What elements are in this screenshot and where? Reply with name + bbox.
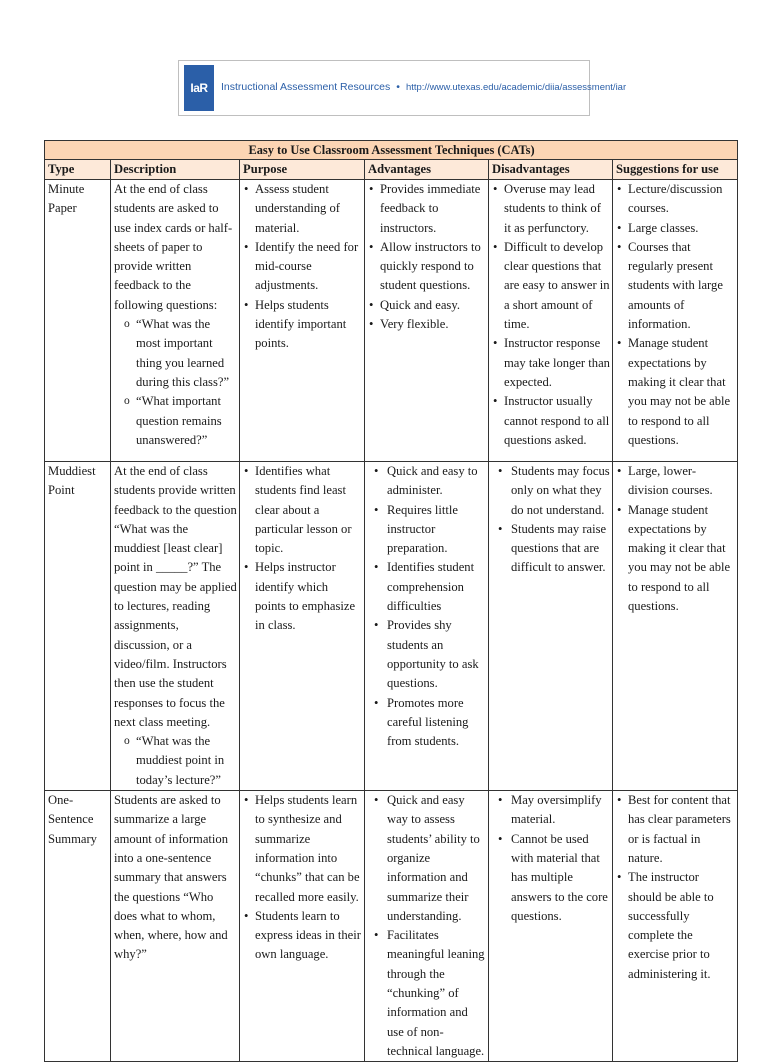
list-item: • Manage student expectations by making it clear that you may not be able to respond to all questions. (628, 334, 735, 450)
header-purpose: Purpose (240, 160, 365, 180)
row-description (111, 791, 240, 1062)
row-type: Muddiest Point (45, 462, 111, 791)
description-text: At the end of class students provide written feedback to the question “What was the muddiest [least clear] point in _____?” The question may be applied to lectures, reading assignments, discussion, or a video/film. Instructors then use the student responses to focus the next class meeting. (114, 464, 237, 729)
row-suggestions (613, 791, 738, 1062)
list-item: o “What was the most important thing you learned during this class?” (128, 315, 237, 392)
table-row (45, 180, 738, 462)
row-advantages (365, 180, 489, 462)
list-item: • Large, lower-division courses. (628, 462, 735, 501)
banner-url[interactable]: http://www.utexas.edu/academic/diia/assessment/iar (405, 82, 627, 93)
description-subitems (114, 732, 237, 790)
list-item: • Quick and easy. (380, 296, 486, 315)
row-purpose (240, 180, 365, 462)
row-disadvantages (489, 462, 613, 791)
list-item: • Identifies what students find least clear about a particular lesson or topic. (255, 462, 362, 558)
header-advantages: Advantages (365, 160, 489, 180)
list-item: • Helps students learn to synthesize and summarize information into “chunks” that can be recalled more easily. (255, 791, 362, 907)
table-row (45, 462, 738, 791)
row-advantages (365, 791, 489, 1062)
banner-text (221, 81, 626, 93)
list-item: • Cannot be used with material that has multiple answers to the core questions. (504, 830, 610, 926)
list-item: • Helps students identify important points. (255, 296, 362, 354)
iar-logo: IaR (184, 65, 214, 111)
row-suggestions (613, 462, 738, 791)
list-item: • Students learn to express ideas in their own language. (255, 907, 362, 965)
list-item: • Instructor usually cannot respond to all questions asked. (504, 392, 610, 450)
row-suggestions (613, 180, 738, 462)
row-description (111, 180, 240, 462)
list-item: • Provides shy students an opportunity to ask questions. (380, 616, 486, 693)
header-banner (178, 60, 627, 116)
list-item: • Students may focus only on what they do not understand. (504, 462, 610, 520)
row-description (111, 462, 240, 791)
header-suggestions: Suggestions for use (613, 160, 738, 180)
row-disadvantages (489, 791, 613, 1062)
list-item: • Helps instructor identify which points to emphasize in class. (255, 558, 362, 635)
list-item: • Manage student expectations by making it clear that you may not be able to respond to all questions. (628, 501, 735, 617)
list-item: • Provides immediate feedback to instructors. (380, 180, 486, 238)
row-type: Minute Paper (45, 180, 111, 462)
list-item: • Assess student understanding of material. (255, 180, 362, 238)
banner-org-name: Instructional Assessment Resources (221, 81, 391, 93)
header-description: Description (111, 160, 240, 180)
list-item: • Instructor response may take longer than expected. (504, 334, 610, 392)
list-item: • Difficult to develop clear questions that are easy to answer in a short amount of time. (504, 238, 610, 334)
list-item: • Allow instructors to quickly respond to student questions. (380, 238, 486, 296)
list-item: o “What important question remains unanswered?” (128, 392, 237, 450)
list-item: • May oversimplify material. (504, 791, 610, 830)
list-item: • Students may raise questions that are difficult to answer. (504, 520, 610, 578)
list-item: • Very flexible. (380, 315, 486, 334)
list-item: • Large classes. (628, 219, 735, 238)
list-item: • Quick and easy way to assess students’ ability to organize information and summarize their understanding. (380, 791, 486, 926)
description-subitems (114, 315, 237, 450)
list-item: • Facilitates meaningful leaning through the “chunking” of information and use of non-technical language. (380, 926, 486, 1061)
row-disadvantages (489, 180, 613, 462)
row-advantages (365, 462, 489, 791)
list-item: • Best for content that has clear parameters or is factual in nature. (628, 791, 735, 868)
list-item: • The instructor should be able to successfully complete the exercise prior to administering it. (628, 868, 735, 984)
list-item: • Identifies student comprehension difficulties (380, 558, 486, 616)
list-item: • Quick and easy to administer. (380, 462, 486, 501)
list-item: o “What was the muddiest point in today’s lecture?” (128, 732, 237, 790)
list-item: • Identify the need for mid-course adjustments. (255, 238, 362, 296)
cats-table (44, 140, 738, 1062)
row-purpose (240, 791, 365, 1062)
list-item: • Promotes more careful listening from students. (380, 694, 486, 752)
row-purpose (240, 462, 365, 791)
header-disadvantages: Disadvantages (489, 160, 613, 180)
table-title: Easy to Use Classroom Assessment Techniques (CATs) (45, 141, 738, 160)
list-item: • Lecture/discussion courses. (628, 180, 735, 219)
header-type: Type (45, 160, 111, 180)
row-type: One-Sentence Summary (45, 791, 111, 1062)
list-item: • Overuse may lead students to think of it as perfunctory. (504, 180, 610, 238)
list-item: • Requires little instructor preparation. (380, 501, 486, 559)
description-text: Students are asked to summarize a large amount of information into a one-sentence summary that answers the questions “Who does what to whom, when, where, how and why?” (114, 793, 229, 962)
table-row (45, 791, 738, 1062)
list-item: • Courses that regularly present students with large amounts of information. (628, 238, 735, 334)
description-text: At the end of class students are asked to use index cards or half-sheets of paper to provide written feedback to the following questions: (114, 182, 233, 312)
banner-separator: • (396, 81, 400, 93)
